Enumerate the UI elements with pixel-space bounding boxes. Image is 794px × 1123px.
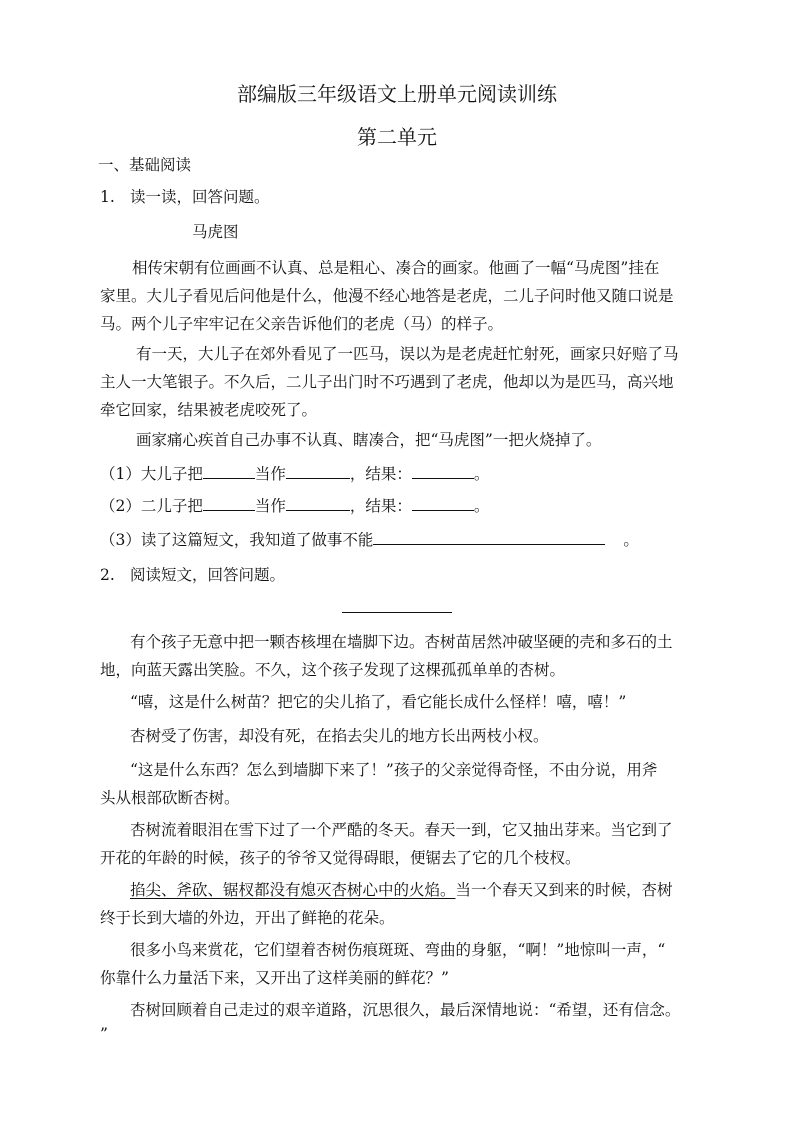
passage-p5-line-2: 开花的年龄的时候，孩子的爷爷又觉得碍眼，便锯去了它的几个枝杈。 (100, 849, 581, 867)
unit-title: 第二单元 (357, 125, 437, 149)
story-title: 马虎图 (192, 223, 239, 241)
answer-blank[interactable] (412, 464, 474, 479)
sub-question-1-prefix: （1）大儿子把 (100, 465, 203, 483)
answer-blank[interactable] (286, 464, 350, 479)
answer-blank[interactable] (286, 496, 350, 511)
section-heading: 一、基础阅读 (98, 156, 192, 174)
passage-p3: 杏树受了伤害，却没有死，在掐去尖儿的地方长出两枝小杈。 (130, 727, 549, 745)
sub-question-1 (100, 464, 489, 484)
passage-p7-line-1: 很多小鸟来赏花，它们望着杏树伤痕斑斑、弯曲的身躯，“啊！”地惊叫一声，“ (130, 941, 666, 959)
passage-p4-line-1: “这是什么东西？怎么到墙脚下来了！”孩子的父亲觉得奇怪，不由分说，用斧 (130, 761, 658, 779)
answer-blank[interactable] (203, 496, 255, 511)
page-title: 部编版三年级语文上册单元阅读训练 (237, 82, 557, 106)
story-para-1-line-1: 相传宋朝有位画画不认真、总是粗心、凑合的画家。他画了一幅“马虎图”挂在 (132, 259, 660, 277)
sub-question-3 (100, 530, 639, 550)
answer-blank[interactable] (412, 496, 474, 511)
story-para-1-line-3: 马。两个儿子牢牢记在父亲告诉他们的老虎（马）的样子。 (100, 315, 504, 333)
passage-p6-line-1 (130, 880, 673, 900)
question-2-prompt: 阅读短文，回答问题。 (130, 566, 286, 584)
sub-question-3-end: 。 (623, 531, 639, 549)
passage-p8-line-1: 杏树回顾着自己走过的艰辛道路，沉思很久，最后深情地说：“希望，还有信念。 (130, 1001, 681, 1019)
passage-p6-rest: 当一个春天又到来的时候，杏树 (455, 881, 673, 899)
passage-p8-line-2: ” (100, 1025, 108, 1043)
passage-p6-line-2: 终于长到大墙的外边，开出了鲜艳的花朵。 (100, 909, 395, 927)
passage-p4-line-2: 头从根部砍断杏树。 (100, 789, 240, 807)
sub-question-2-end: 。 (473, 497, 490, 515)
sub-question-1-mid: 当作 (254, 465, 286, 483)
story-para-1-line-2: 家里。大儿子看见后问他是什么，他漫不经心地答是老虎，二儿子问时他又随口说是 (100, 287, 674, 305)
sub-question-2 (100, 496, 489, 516)
sub-question-2-prefix: （2）二儿子把 (100, 497, 203, 515)
story-para-3: 画家痛心疾首自己办事不认真、瞎凑合，把“马虎图”一把火烧掉了。 (136, 431, 602, 449)
answer-blank[interactable] (373, 530, 605, 545)
sub-question-2-result: ，结果： (349, 497, 412, 515)
question-1-number: 1. (100, 188, 115, 206)
answer-blank[interactable] (203, 464, 255, 479)
passage-p7-line-2: 你靠什么力量活下来，又开出了这样美丽的鲜花？” (100, 969, 449, 987)
underlined-sentence: 掐尖、斧砍、锯杈都没有熄灭杏树心中的火焰。 (130, 881, 456, 899)
sub-question-1-end: 。 (473, 465, 490, 483)
story-para-2-line-1: 有一天，大儿子在郊外看见了一匹马，误以为是老虎赶忙射死，画家只好赔了马 (136, 345, 679, 363)
question-1-prompt: 读一读，回答问题。 (130, 188, 270, 206)
passage-p2: “嘻，这是什么树苗？把它的尖儿掐了，看它能长成什么怪样！嘻，嘻！” (130, 693, 627, 711)
sub-question-2-mid: 当作 (254, 497, 286, 515)
sub-question-1-result: ，结果： (349, 465, 412, 483)
question-2-number: 2. (100, 566, 115, 584)
sub-question-3-prefix: （3）读了这篇短文，我知道了做事不能 (100, 531, 374, 549)
story-para-2-line-3: 牵它回家，结果被老虎咬死了。 (100, 401, 318, 419)
story-para-2-line-2: 主人一大笔银子。不久后，二儿子出门时不巧遇到了老虎，他却以为是匹马，高兴地 (100, 373, 674, 391)
passage-p1-line-2: 地，向蓝天露出笑脸。不久，这个孩子发现了这棵孤孤单单的杏树。 (100, 661, 566, 679)
title-blank[interactable] (342, 612, 452, 613)
passage-p5-line-1: 杏树流着眼泪在雪下过了一个严酷的冬天。春天一到，它又抽出芽来。当它到了 (130, 821, 673, 839)
passage-p1-line-1: 有个孩子无意中把一颗杏核埋在墙脚下边。杏树苗居然冲破坚硬的壳和多石的土 (130, 633, 673, 651)
